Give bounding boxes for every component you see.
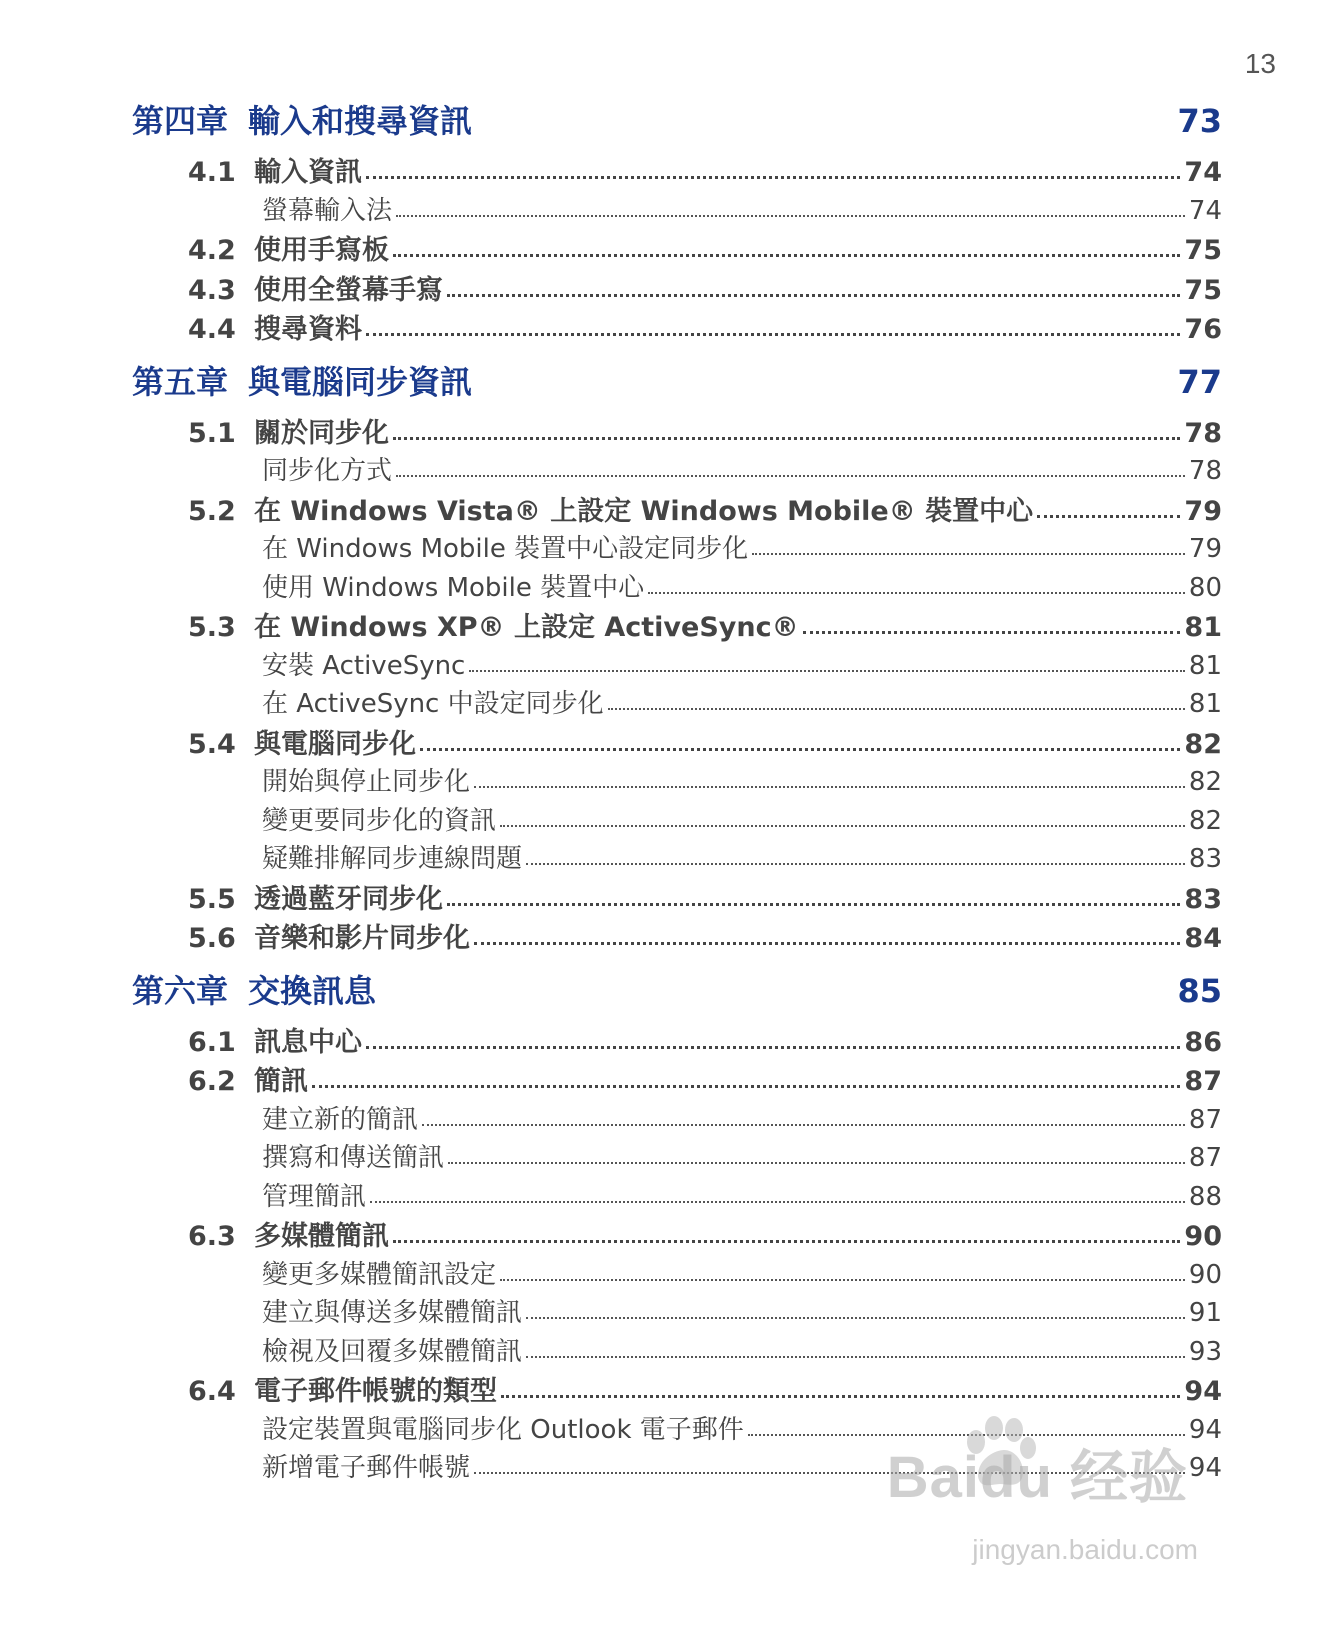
chapter-number: 第六章 — [132, 971, 229, 1010]
dot-leader — [526, 1317, 1185, 1319]
page-ref: 94 — [1188, 1414, 1222, 1445]
dot-leader — [447, 903, 1180, 906]
page-ref: 93 — [1188, 1336, 1222, 1367]
toc-subsection[interactable] — [132, 567, 1222, 606]
page-ref: 91 — [1188, 1298, 1222, 1328]
page-ref: 73 — [1177, 102, 1222, 140]
dot-leader — [396, 475, 1185, 477]
toc-subsection[interactable] — [132, 683, 1222, 722]
toc-section[interactable] — [132, 916, 1222, 956]
page-ref: 84 — [1184, 923, 1222, 954]
page-ref: 87 — [1184, 1066, 1222, 1097]
section-title: 透過藍牙同步化 — [254, 883, 443, 915]
subsection-title: 管理簡訊 — [262, 1181, 367, 1212]
section-number: 5.1 — [188, 417, 236, 449]
toc-subsection[interactable] — [132, 1292, 1222, 1331]
section-title: 在 Windows XP® 上設定 ActiveSync® — [254, 612, 799, 643]
toc-subsection[interactable] — [132, 1254, 1222, 1293]
page-number: 13 — [1244, 48, 1276, 79]
toc-subsection[interactable] — [132, 1176, 1222, 1215]
toc-subsection[interactable] — [132, 800, 1222, 839]
section-number: 4.1 — [188, 157, 236, 188]
toc-subsection[interactable] — [132, 761, 1222, 800]
dot-leader — [366, 1046, 1180, 1049]
section-number: 6.3 — [188, 1221, 236, 1252]
section-title: 使用手寫板 — [254, 235, 389, 266]
section-title: 與電腦同步化 — [254, 728, 416, 760]
section-number: 5.2 — [188, 495, 236, 527]
subsection-title: 建立新的簡訊 — [262, 1104, 419, 1135]
subsection-title: 新增電子郵件帳號 — [262, 1453, 471, 1483]
subsection-title: 同步化方式 — [262, 456, 393, 486]
page-ref: 87 — [1188, 1104, 1222, 1135]
page-ref: 94 — [1188, 1453, 1222, 1483]
toc-chapter[interactable] — [132, 357, 1222, 411]
page-ref: 75 — [1184, 274, 1222, 306]
toc-section[interactable] — [132, 605, 1222, 645]
subsection-title: 建立與傳送多媒體簡訊 — [262, 1298, 523, 1328]
page-ref: 90 — [1184, 1221, 1222, 1252]
subsection-title: 在 ActiveSync 中設定同步化 — [262, 689, 604, 719]
toc-subsection[interactable] — [132, 450, 1222, 489]
section-number: 5.3 — [188, 612, 236, 643]
section-title: 搜尋資料 — [254, 314, 362, 345]
dot-leader — [608, 708, 1185, 710]
page-ref: 82 — [1188, 805, 1222, 836]
page-ref: 88 — [1188, 1181, 1222, 1212]
section-title: 使用全螢幕手寫 — [254, 274, 443, 306]
toc-chapter[interactable] — [132, 966, 1222, 1020]
table-of-contents — [132, 96, 1222, 1486]
section-number: 6.2 — [188, 1066, 236, 1097]
page-ref: 77 — [1177, 362, 1222, 401]
subsection-title: 變更多媒體簡訊設定 — [262, 1259, 497, 1290]
dot-leader — [526, 1356, 1185, 1358]
section-title: 電子郵件帳號的類型 — [254, 1376, 497, 1407]
subsection-title: 設定裝置與電腦同步化 Outlook 電子郵件 — [262, 1414, 744, 1445]
section-number: 5.4 — [188, 728, 236, 760]
dot-leader — [500, 1279, 1185, 1281]
dot-leader — [447, 294, 1180, 297]
watermark-logo: Baidu 经验 — [886, 1445, 1188, 1510]
section-number: 6.4 — [188, 1376, 236, 1407]
dot-leader — [393, 437, 1180, 440]
toc-subsection[interactable] — [132, 838, 1222, 877]
dot-leader — [469, 670, 1185, 672]
section-title: 關於同步化 — [254, 417, 389, 449]
toc-section[interactable] — [132, 877, 1222, 917]
page-ref: 83 — [1184, 883, 1222, 915]
dot-leader — [474, 786, 1185, 788]
dot-leader — [312, 1085, 1180, 1088]
subsection-title: 使用 Windows Mobile 裝置中心 — [262, 572, 645, 603]
section-title: 簡訊 — [254, 1066, 308, 1097]
page-ref: 83 — [1188, 844, 1222, 874]
chapter-number: 第五章 — [132, 362, 229, 401]
chapter-title: 交換訊息 — [248, 971, 377, 1010]
page-ref: 94 — [1184, 1376, 1222, 1407]
toc-chapter[interactable] — [132, 96, 1222, 150]
dot-leader — [396, 215, 1185, 217]
subsection-title: 疑難排解同步連線問題 — [262, 844, 523, 874]
toc-section[interactable] — [132, 1059, 1222, 1099]
page-ref: 81 — [1188, 650, 1222, 681]
section-title: 訊息中心 — [254, 1026, 362, 1058]
dot-leader — [393, 254, 1180, 257]
toc-section[interactable] — [132, 150, 1222, 190]
page-ref: 74 — [1188, 195, 1222, 226]
toc-subsection[interactable] — [132, 645, 1222, 684]
subsection-title: 螢幕輸入法 — [262, 195, 393, 226]
page-ref: 80 — [1188, 572, 1222, 603]
page-ref: 75 — [1184, 235, 1222, 266]
section-number: 5.5 — [188, 883, 236, 915]
toc-section[interactable] — [132, 722, 1222, 762]
dot-leader — [500, 825, 1185, 827]
dot-leader — [1037, 515, 1180, 518]
dot-leader — [474, 942, 1180, 945]
subsection-title: 變更要同步化的資訊 — [262, 805, 497, 836]
toc-subsection[interactable] — [132, 1099, 1222, 1138]
chapter-title: 與電腦同步資訊 — [248, 362, 473, 401]
section-number: 5.6 — [188, 923, 236, 954]
subsection-title: 開始與停止同步化 — [262, 767, 471, 797]
dot-leader — [448, 1162, 1185, 1164]
toc-section[interactable] — [132, 268, 1222, 308]
dot-leader — [501, 1395, 1180, 1398]
subsection-title: 檢視及回覆多媒體簡訊 — [262, 1336, 523, 1367]
page-ref: 78 — [1188, 456, 1222, 486]
page-ref: 81 — [1188, 689, 1222, 719]
toc-section[interactable] — [132, 1369, 1222, 1409]
page-ref: 79 — [1184, 495, 1222, 527]
section-number: 6.1 — [188, 1026, 236, 1058]
toc-section[interactable] — [132, 1020, 1222, 1060]
dot-leader — [370, 1201, 1185, 1203]
toc-section[interactable] — [132, 1214, 1222, 1254]
watermark-url: jingyan.baidu.com — [972, 1534, 1198, 1565]
toc-subsection[interactable] — [132, 1331, 1222, 1370]
toc-section[interactable] — [132, 307, 1222, 347]
toc-section[interactable] — [132, 489, 1222, 529]
page-ref: 90 — [1188, 1259, 1222, 1290]
dot-leader — [752, 553, 1185, 555]
dot-leader — [393, 1240, 1180, 1243]
toc-section[interactable] — [132, 411, 1222, 451]
section-title: 輸入資訊 — [254, 157, 362, 188]
section-number: 4.3 — [188, 274, 236, 306]
toc-subsection[interactable] — [132, 190, 1222, 229]
section-number: 4.2 — [188, 235, 236, 266]
section-title: 音樂和影片同步化 — [254, 923, 470, 954]
dot-leader — [526, 863, 1185, 865]
subsection-title: 在 Windows Mobile 裝置中心設定同步化 — [262, 534, 749, 564]
section-title: 在 Windows Vista® 上設定 Windows Mobile® 裝置中心 — [254, 495, 1034, 527]
page-ref: 82 — [1188, 767, 1222, 797]
page-ref: 85 — [1177, 971, 1222, 1010]
page-ref: 78 — [1184, 417, 1222, 449]
section-title: 多媒體簡訊 — [254, 1221, 389, 1252]
toc-subsection[interactable] — [132, 528, 1222, 567]
toc-section[interactable] — [132, 228, 1222, 268]
chapter-number: 第四章 — [132, 102, 229, 140]
page-ref: 82 — [1184, 728, 1222, 760]
chapter-title: 輸入和搜尋資訊 — [248, 102, 473, 140]
page-ref: 74 — [1184, 157, 1222, 188]
page-ref: 76 — [1184, 314, 1222, 345]
page-ref: 81 — [1184, 612, 1222, 643]
page-ref: 87 — [1188, 1143, 1222, 1173]
toc-subsection[interactable] — [132, 1137, 1222, 1176]
dot-leader — [648, 592, 1185, 594]
dot-leader — [803, 631, 1181, 634]
subsection-title: 撰寫和傳送簡訊 — [262, 1143, 445, 1173]
dot-leader — [366, 333, 1180, 336]
dot-leader — [422, 1124, 1185, 1126]
subsection-title: 安裝 ActiveSync — [262, 650, 466, 681]
section-number: 4.4 — [188, 314, 236, 345]
page-ref: 79 — [1188, 534, 1222, 564]
page-ref: 86 — [1184, 1026, 1222, 1058]
dot-leader — [366, 176, 1180, 179]
dot-leader — [420, 748, 1180, 751]
